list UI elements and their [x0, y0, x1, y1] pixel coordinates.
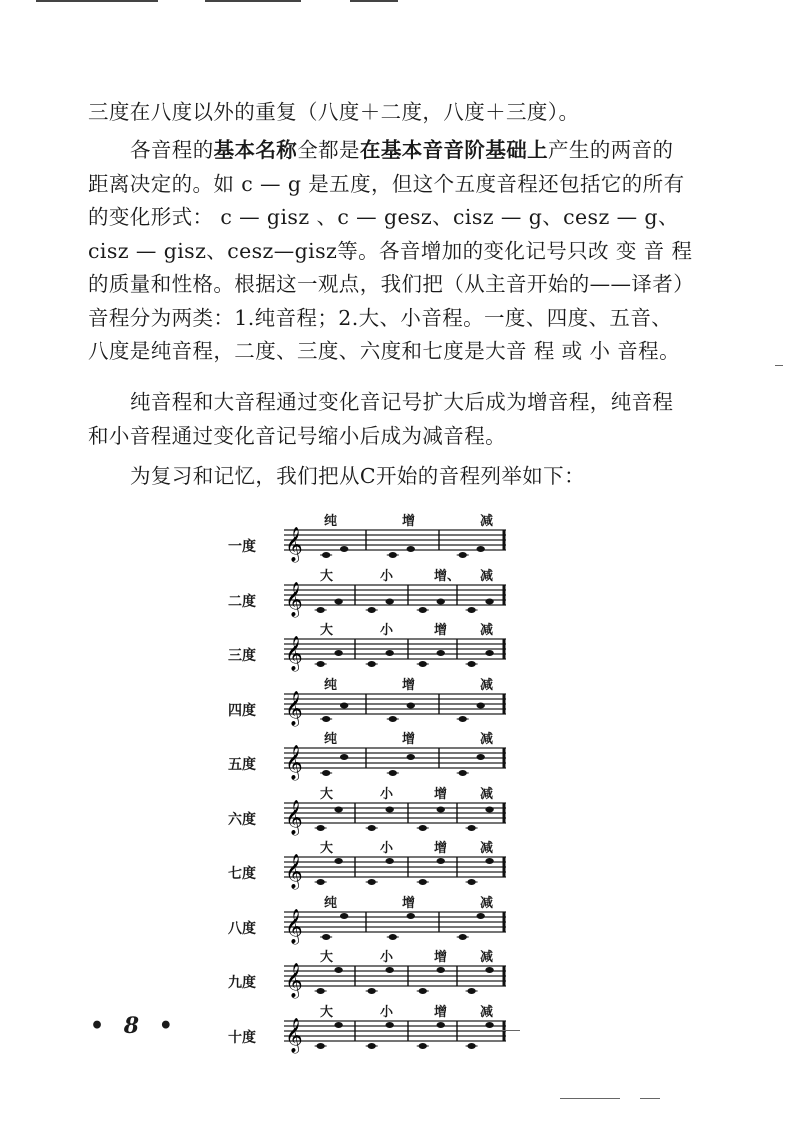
note-head: [437, 967, 445, 973]
note-head: [477, 546, 485, 552]
scan-mark: [490, 1030, 520, 1031]
paragraph-continuation: [88, 96, 680, 130]
column-label: 小: [380, 841, 394, 856]
interval-label: 四度: [228, 702, 256, 719]
column-label: 大: [320, 568, 334, 584]
column-label: 增、: [434, 568, 461, 584]
note-head: [485, 858, 493, 864]
column-label: 纯: [324, 895, 338, 911]
column-label: 减: [480, 786, 494, 802]
column-label: 增: [434, 623, 448, 638]
bold-term: 在基本音音阶基础上: [359, 138, 549, 162]
note-head: [340, 702, 348, 708]
column-label: 减: [480, 1004, 494, 1020]
column-label: 减: [480, 623, 494, 638]
note-head: [485, 806, 493, 812]
column-label: 减: [480, 514, 494, 529]
note-head: [485, 598, 493, 604]
interval-label: 七度: [228, 866, 256, 882]
column-label: 小: [380, 568, 394, 584]
note-head: [334, 1022, 342, 1028]
column-label: 小: [380, 623, 394, 638]
note-head: [340, 913, 348, 919]
column-label: 减: [480, 732, 494, 747]
column-label: 纯: [324, 732, 338, 747]
treble-clef-icon: 𝄞: [285, 854, 303, 889]
paragraph-augmented-diminished: [88, 386, 680, 453]
column-label: 减: [480, 895, 494, 911]
text-run: 各音程的: [130, 138, 214, 162]
column-label: 增: [402, 677, 416, 693]
header-rule-1: [36, 0, 158, 2]
column-label: 减: [480, 841, 494, 856]
note-head: [334, 598, 342, 604]
text-line: 距离决定的。如 c — g 是五度，但这个五度音程还包括它的所有: [88, 171, 685, 196]
column-label: 大: [320, 1004, 334, 1020]
music-staff: [284, 726, 506, 782]
column-label: 增: [434, 841, 448, 856]
treble-clef-icon: 𝄞: [285, 963, 303, 998]
paragraph-list-intro: [88, 460, 680, 494]
interval-label: 二度: [228, 593, 256, 610]
column-label: 增: [434, 786, 448, 802]
text-line: 音程分为两类：1.纯音程；2.大、小音程。一度、四度、五音、: [88, 305, 673, 330]
column-label: 纯: [324, 514, 338, 529]
interval-label: 五度: [228, 757, 256, 773]
note-head: [334, 858, 342, 864]
interval-label: 一度: [228, 539, 256, 555]
treble-clef-icon: 𝄞: [285, 581, 303, 617]
text-line: 为复习和记忆，我们把从C开始的音程列举如下：: [130, 464, 585, 488]
note-head: [407, 754, 415, 760]
column-label: 减: [480, 950, 494, 965]
column-label: 大: [320, 623, 334, 638]
column-label: 增: [402, 732, 416, 747]
interval-label: 十度: [228, 1029, 256, 1046]
note-head: [437, 858, 445, 864]
header-rule-3: [350, 0, 398, 2]
text-line: 三度在八度以外的重复（八度＋二度，八度＋三度）。: [88, 100, 580, 124]
bold-term: 基本名称: [213, 138, 298, 162]
staff-row: [228, 999, 528, 1055]
page-number: • 8 •: [90, 1013, 179, 1039]
scan-mark: [560, 1098, 620, 1099]
treble-clef-icon: 𝄞: [285, 745, 303, 780]
note-head: [437, 650, 445, 656]
note-head: [477, 913, 485, 919]
column-label: 减: [480, 568, 494, 584]
music-staff: [284, 999, 506, 1055]
note-head: [407, 913, 415, 919]
staff-row: [228, 563, 528, 619]
staff-row: [228, 617, 528, 673]
treble-clef-icon: 𝄞: [285, 1017, 303, 1053]
note-head: [437, 1022, 445, 1028]
column-label: 减: [480, 677, 494, 693]
note-head: [385, 598, 393, 604]
text-line: cisz — gisz、cesz—gisz等。各音增加的变化记号只改 变 音 程: [88, 238, 693, 263]
interval-label: 八度: [228, 920, 256, 937]
note-head: [340, 546, 348, 552]
header-rule-2: [205, 0, 301, 2]
note-head: [477, 702, 485, 708]
note-head: [485, 967, 493, 973]
column-label: 大: [320, 786, 334, 802]
note-head: [407, 702, 415, 708]
staff-row: [228, 944, 528, 1000]
treble-clef-icon: 𝄞: [285, 799, 303, 835]
music-staff: [284, 835, 506, 891]
interval-label: 九度: [228, 975, 256, 991]
treble-clef-icon: 𝄞: [285, 908, 303, 944]
treble-clef-icon: 𝄞: [285, 527, 303, 562]
text-line: 的变化形式： c — gisz 、c — gesz、cisz — g、cesz — g、: [88, 205, 679, 229]
text-line: [88, 134, 680, 168]
column-label: 大: [320, 841, 334, 856]
text-run: 产生的两音的: [548, 138, 674, 162]
note-head: [385, 650, 393, 656]
column-label: 增: [402, 514, 416, 529]
music-staff: [284, 781, 506, 837]
column-label: 小: [380, 786, 394, 802]
note-head: [437, 598, 445, 604]
note-head: [485, 1022, 493, 1028]
note-head: [385, 858, 393, 864]
staff-row: [228, 508, 528, 564]
text-line: 和小音程通过变化音记号缩小后成为减音程。: [88, 423, 506, 448]
treble-clef-icon: 𝄞: [285, 690, 303, 726]
note-head: [334, 650, 342, 656]
music-staff: [284, 672, 506, 728]
music-staff: [284, 944, 506, 1000]
column-label: 纯: [324, 677, 338, 693]
text-line: 的质量和性格。根据这一观点，我们把（从主音开始的——译者）: [88, 272, 695, 296]
staff-row: [228, 726, 528, 782]
column-label: 小: [380, 950, 394, 965]
column-label: 小: [380, 1004, 394, 1020]
music-staff: [284, 617, 506, 673]
text-line: 纯音程和大音程通过变化音记号扩大后成为增音程，纯音程: [130, 390, 674, 414]
note-head: [340, 754, 348, 760]
column-label: 大: [320, 950, 334, 965]
music-staff: [284, 890, 506, 946]
treble-clef-icon: 𝄞: [285, 636, 303, 671]
note-head: [407, 546, 415, 552]
scan-mark: [775, 365, 783, 366]
note-head: [477, 754, 485, 760]
interval-label: 六度: [228, 811, 256, 828]
note-head: [385, 967, 393, 973]
note-head: [334, 967, 342, 973]
text-run: 全都是: [297, 138, 360, 162]
staff-row: [228, 890, 528, 946]
text-line: 八度是纯音程，二度、三度、六度和七度是大音 程 或 小 音程。: [88, 339, 680, 363]
note-head: [437, 806, 445, 812]
note-head: [385, 806, 393, 812]
music-staff: [284, 508, 506, 564]
column-label: 增: [402, 895, 416, 911]
paragraph-basic-names: [88, 134, 695, 369]
staff-row: [228, 672, 528, 728]
staff-row: [228, 835, 528, 891]
note-head: [485, 650, 493, 656]
scan-mark: [640, 1098, 660, 1099]
staff-row: [228, 781, 528, 837]
note-head: [334, 806, 342, 812]
music-staff: [284, 563, 506, 619]
note-head: [385, 1022, 393, 1028]
interval-label: 三度: [228, 648, 256, 664]
column-label: 增: [434, 950, 448, 965]
column-label: 增: [434, 1004, 448, 1020]
